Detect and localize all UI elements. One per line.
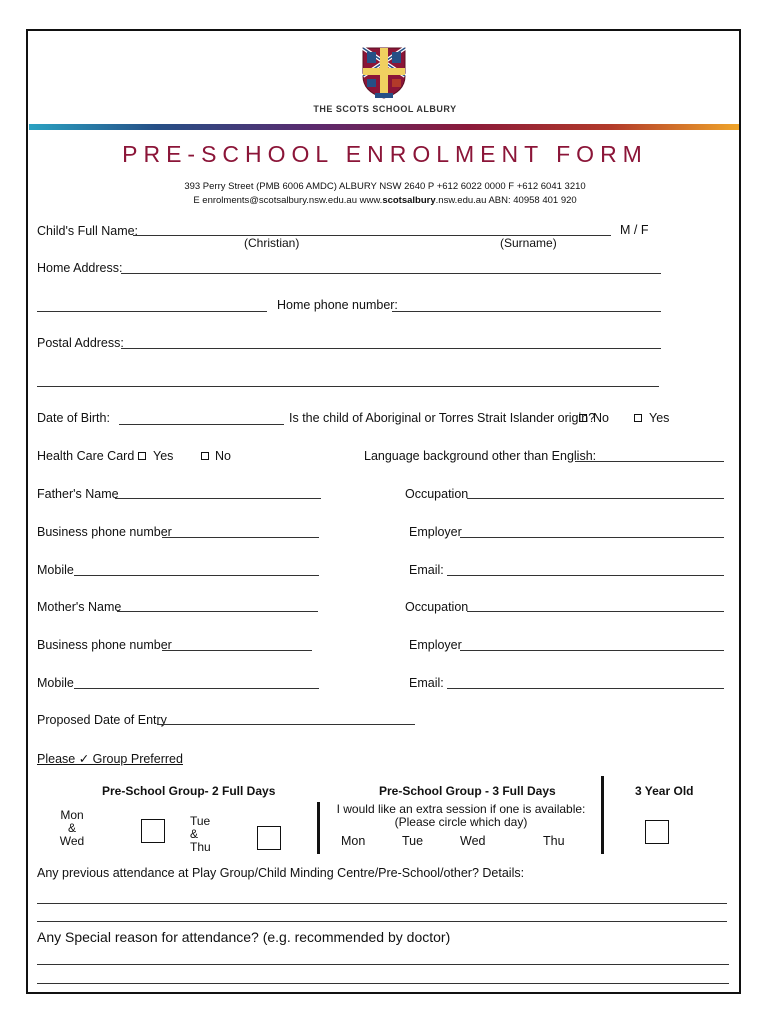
father-employer-label: Employer [409, 525, 462, 539]
special-reason-question: Any Special reason for attendance? (e.g. recommended by doctor) [37, 929, 451, 945]
please-group-preferred: Please ✓ Group Preferred [37, 752, 183, 766]
dob-field[interactable] [119, 424, 284, 425]
group3-title: Pre-School Group - 3 Full Days [379, 784, 556, 798]
mother-email-field[interactable] [447, 688, 724, 689]
father-mobile-field[interactable] [74, 575, 319, 576]
address-line-1: 393 Perry Street (PMB 6006 AMDC) ALBURY NSW 2640 P +612 6022 0000 F +612 6041 3210 [184, 181, 586, 192]
mon-text: Mon [60, 808, 84, 822]
special-reason-field-1[interactable] [37, 964, 729, 965]
email-website-prefix: E enrolments@scotsalbury.nsw.edu.au www. [193, 195, 383, 206]
health-card-label: Health Care Card [37, 449, 135, 463]
mother-occupation-label: Occupation [405, 600, 469, 614]
language-field[interactable] [575, 461, 724, 462]
previous-attendance-field-1[interactable] [37, 903, 727, 904]
special-reason-field-2[interactable] [37, 983, 729, 984]
home-phone-field[interactable] [392, 311, 661, 312]
group3-note-1: I would like an extra session if one is available: [336, 802, 586, 816]
christian-caption: (Christian) [244, 236, 300, 250]
address-line-2 [0, 195, 770, 206]
mothers-name-label: Mother's Name [37, 600, 122, 614]
home-address-label: Home Address: [37, 261, 123, 275]
and-text-2: & [190, 827, 199, 841]
wed-text: Wed [59, 834, 85, 848]
aboriginal-no-label: No [593, 411, 609, 425]
dob-label: Date of Birth: [37, 411, 110, 425]
day-mon[interactable]: Mon [341, 834, 366, 848]
health-card-yes-label: Yes [153, 449, 174, 463]
mother-business-phone-field[interactable] [162, 650, 312, 651]
three-year-old-title: 3 Year Old [635, 784, 694, 798]
group2-mon-wed-checkbox[interactable] [141, 819, 165, 843]
three-year-old-checkbox[interactable] [645, 820, 669, 844]
thu-text: Thu [190, 840, 211, 854]
website-suffix: .nsw.edu.au ABN: 40958 401 920 [435, 195, 577, 206]
aboriginal-question: Is the child of Aboriginal or Torres Strait Islander origin? [289, 411, 596, 425]
father-mobile-label: Mobile [37, 563, 74, 577]
fathers-name-field[interactable] [115, 498, 321, 499]
mother-mobile-field[interactable] [74, 688, 319, 689]
health-card-no-label: No [215, 449, 231, 463]
mother-employer-field[interactable] [460, 650, 724, 651]
child-name-label: Child's Full Name: [37, 224, 139, 238]
language-label: Language background other than English: [364, 449, 597, 463]
home-address-field-2[interactable] [37, 311, 267, 312]
mother-occupation-field[interactable] [467, 611, 724, 612]
group2-tue-thu-checkbox[interactable] [257, 826, 281, 850]
group3-note-2: (Please circle which day) [394, 815, 528, 829]
fathers-name-label: Father's Name [37, 487, 119, 501]
proposed-date-field[interactable] [157, 724, 415, 725]
father-business-phone-label: Business phone number [37, 525, 172, 539]
father-occupation-field[interactable] [467, 498, 724, 499]
father-business-phone-field[interactable] [162, 537, 319, 538]
father-occupation-label: Occupation [405, 487, 469, 501]
aboriginal-no-checkbox[interactable] [579, 414, 587, 422]
school-crest-logo [361, 46, 407, 100]
mother-business-phone-label: Business phone number [37, 638, 172, 652]
gender-options[interactable]: M / F [620, 223, 649, 237]
form-title: PRE-SCHOOL ENROLMENT FORM [122, 141, 648, 167]
and-text: & [67, 821, 76, 835]
day-wed[interactable]: Wed [460, 834, 486, 848]
postal-address-label: Postal Address: [37, 336, 124, 350]
group-divider-1 [317, 802, 320, 854]
mothers-name-field[interactable] [117, 611, 318, 612]
postal-address-field-2[interactable] [37, 386, 659, 387]
aboriginal-yes-label: Yes [649, 411, 670, 425]
father-employer-field[interactable] [460, 537, 724, 538]
tue-text: Tue [190, 814, 211, 828]
school-name: THE SCOTS SCHOOL ALBURY [313, 104, 457, 114]
day-tue[interactable]: Tue [402, 834, 424, 848]
group-divider-2 [601, 776, 604, 854]
form-frame [26, 29, 741, 994]
group2-option-mon-wed [52, 809, 92, 848]
website-bold: scotsalbury [382, 195, 436, 206]
proposed-date-label: Proposed Date of Entry [37, 713, 167, 727]
previous-attendance-field-2[interactable] [37, 921, 727, 922]
health-card-yes-checkbox[interactable] [138, 452, 146, 460]
surname-caption: (Surname) [500, 236, 557, 250]
header-color-band [29, 124, 739, 130]
day-thu[interactable]: Thu [543, 834, 565, 848]
home-phone-label: Home phone number: [277, 298, 398, 312]
previous-attendance-question: Any previous attendance at Play Group/Child Minding Centre/Pre-School/other? Details: [37, 866, 525, 880]
group2-title: Pre-School Group- 2 Full Days [102, 784, 276, 798]
mother-mobile-label: Mobile [37, 676, 74, 690]
mother-email-label: Email: [409, 676, 444, 690]
father-email-field[interactable] [447, 575, 724, 576]
aboriginal-yes-checkbox[interactable] [634, 414, 642, 422]
home-address-field[interactable] [121, 273, 661, 274]
health-card-no-checkbox[interactable] [201, 452, 209, 460]
father-email-label: Email: [409, 563, 444, 577]
postal-address-field[interactable] [121, 348, 661, 349]
group2-option-tue-thu [190, 815, 220, 854]
mother-employer-label: Employer [409, 638, 462, 652]
